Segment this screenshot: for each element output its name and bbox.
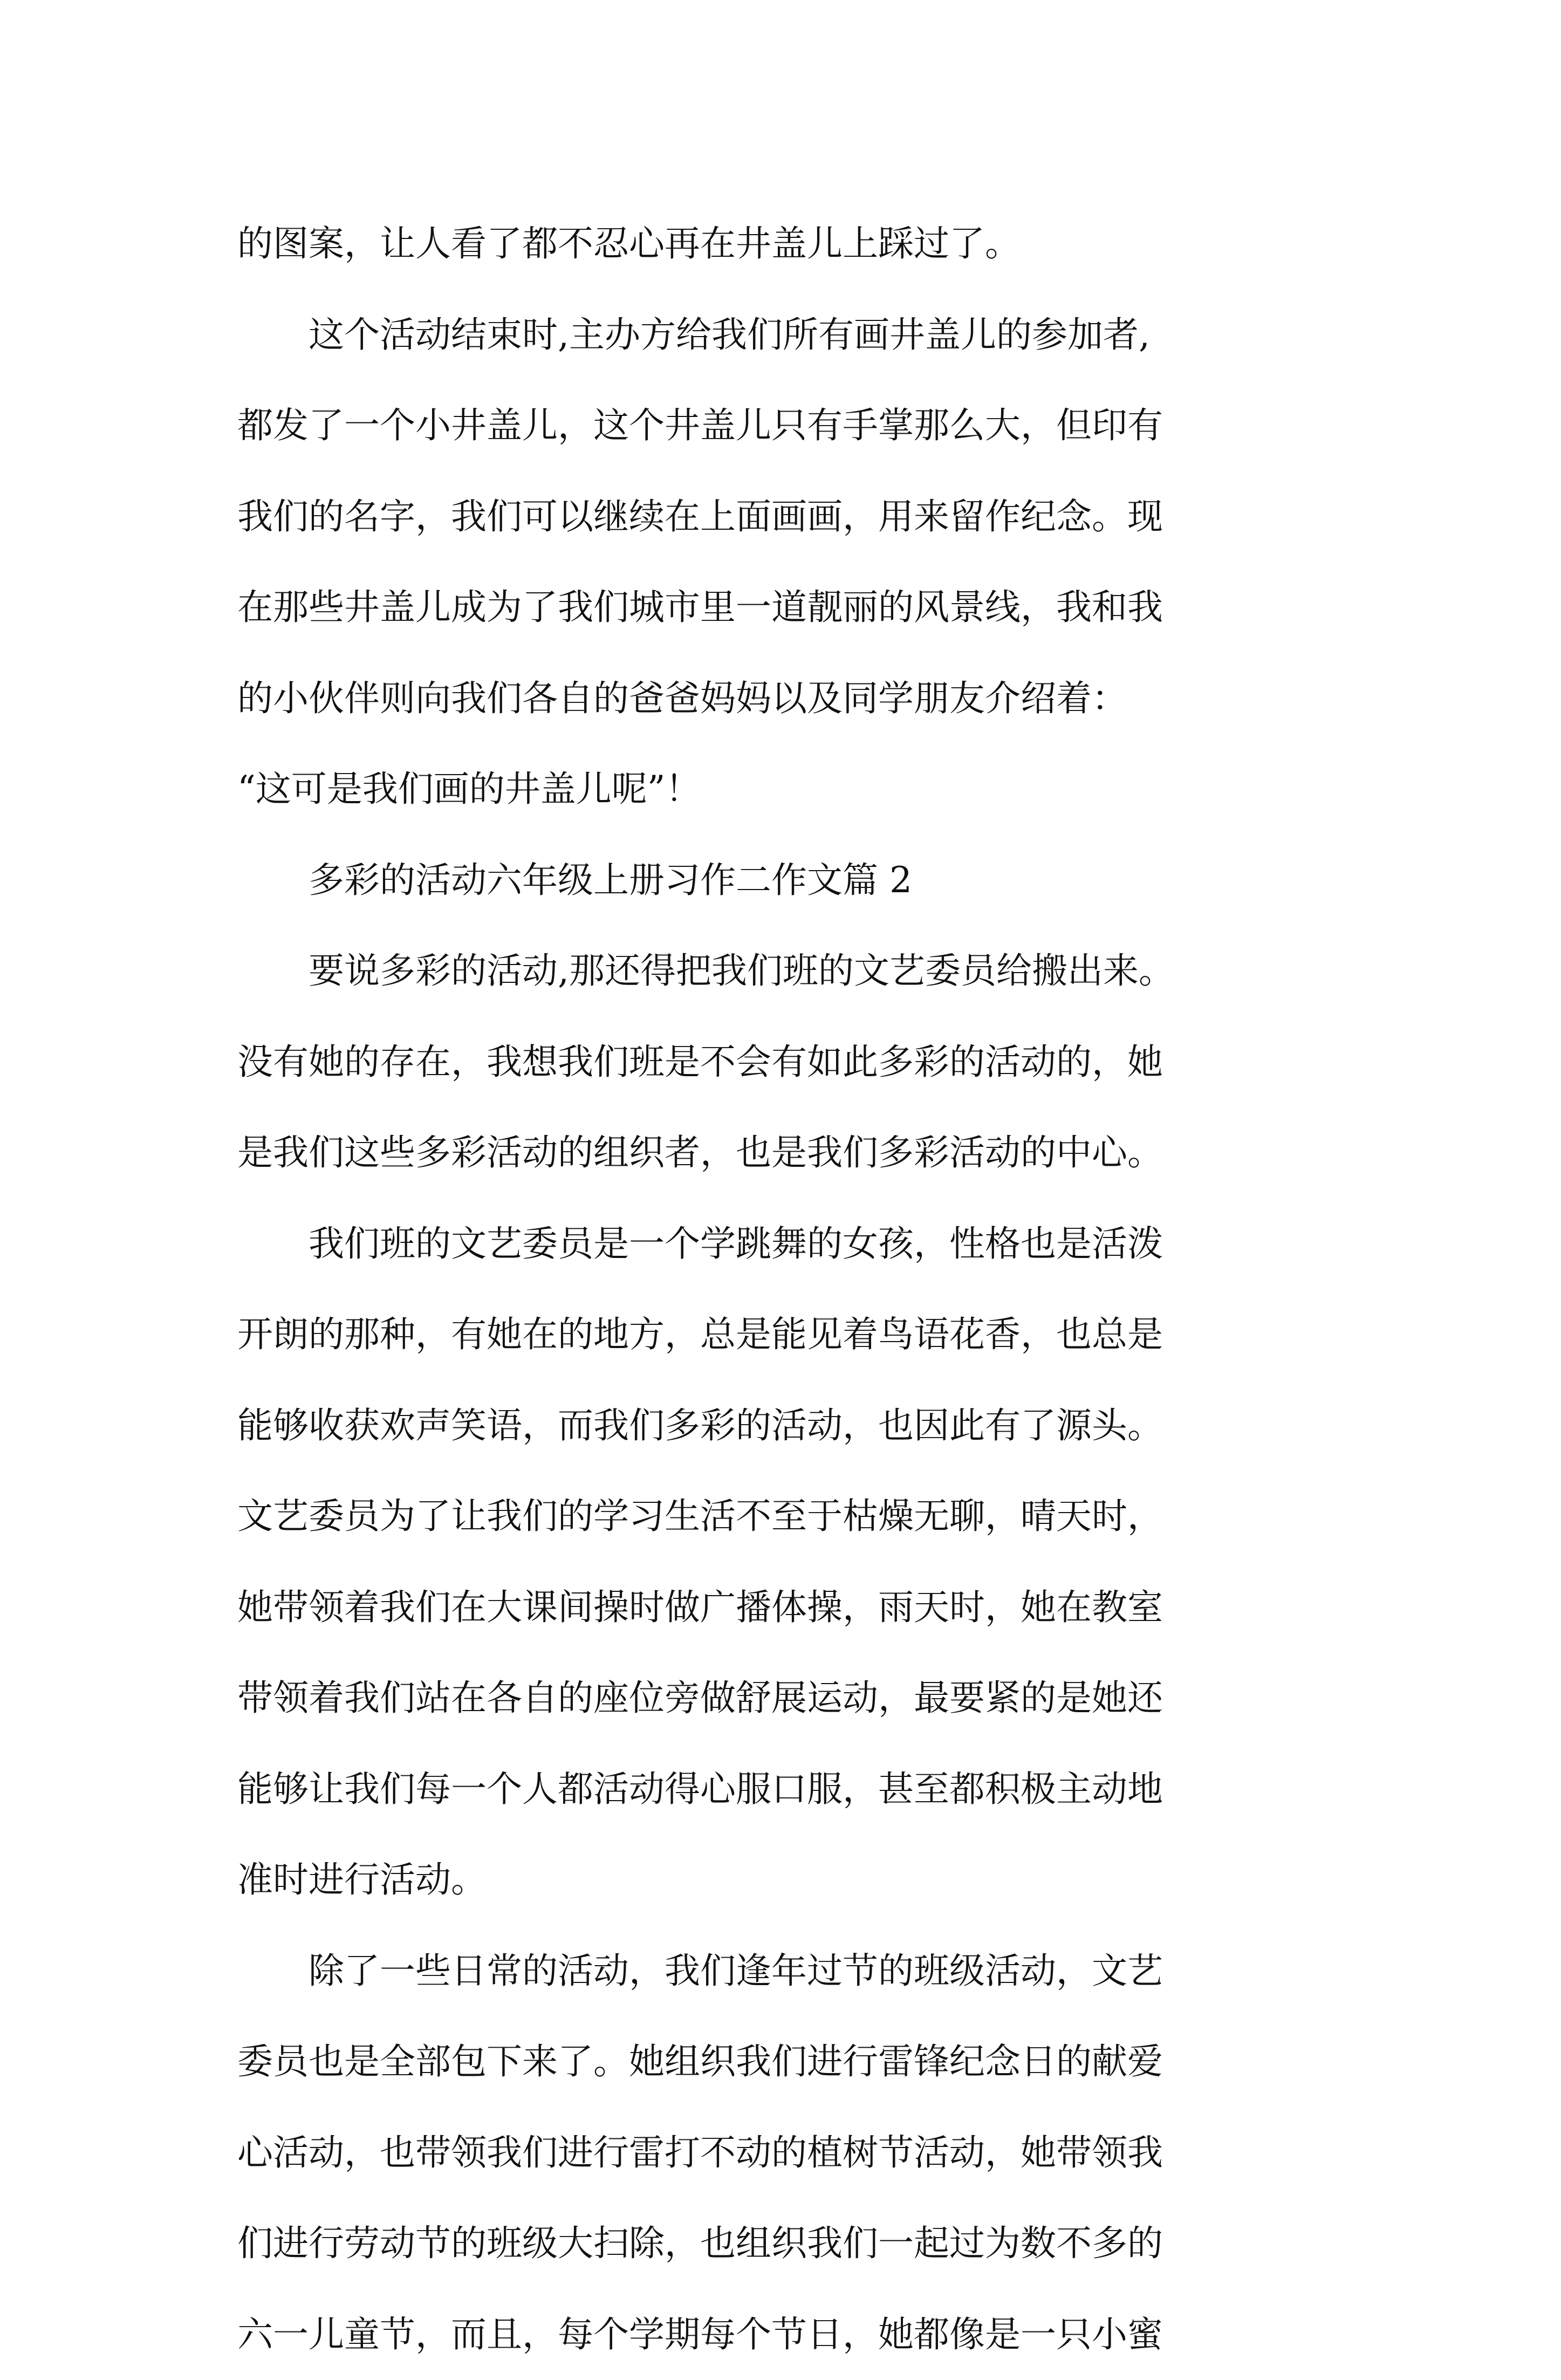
text-line: 这个活动结束时,主办方给我们所有画井盖儿的参加者, bbox=[237, 290, 1348, 381]
text-line: 文艺委员为了让我们的学习生活不至于枯燥无聊，晴天时， bbox=[237, 1471, 1348, 1562]
text-line: 带领着我们站在各自的座位旁做舒展运动，最要紧的是她还 bbox=[237, 1653, 1348, 1744]
text-line: 的小伙伴则向我们各自的爸爸妈妈以及同学朋友介绍着： bbox=[237, 653, 1348, 744]
text-line: 我们的名字，我们可以继续在上面画画，用来留作纪念。现 bbox=[237, 471, 1348, 563]
text-line: 们进行劳动节的班级大扫除，也组织我们一起过为数不多的 bbox=[237, 2198, 1348, 2289]
text-line: 要说多彩的活动,那还得把我们班的文艺委员给搬出来。 bbox=[237, 926, 1348, 1017]
text-line: 在那些井盖儿成为了我们城市里一道靓丽的风景线，我和我 bbox=[237, 562, 1348, 653]
text-line: “这可是我们画的井盖儿呢”！ bbox=[237, 744, 1348, 835]
text-line: 心活动，也带领我们进行雷打不动的植树节活动，她带领我 bbox=[237, 2108, 1348, 2199]
text-line: 除了一些日常的活动，我们逢年过节的班级活动，文艺 bbox=[237, 1926, 1348, 2017]
text-line: 她带领着我们在大课间操时做广播体操，雨天时，她在教室 bbox=[237, 1562, 1348, 1653]
text-line: 六一儿童节，而且，每个学期每个节日，她都像是一只小蜜 bbox=[237, 2289, 1348, 2380]
text-line: 是我们这些多彩活动的组织者，也是我们多彩活动的中心。 bbox=[237, 1107, 1348, 1199]
text-line: 没有她的存在，我想我们班是不会有如此多彩的活动的，她 bbox=[237, 1017, 1348, 1108]
text-line: 开朗的那种，有她在的地方，总是能见着鸟语花香，也总是 bbox=[237, 1289, 1348, 1380]
text-line: 的图案，让人看了都不忍心再在井盖儿上踩过了。 bbox=[237, 199, 1348, 290]
section-heading: 多彩的活动六年级上册习作二作文篇 2 bbox=[237, 835, 1348, 926]
text-line: 能够收获欢声笑语，而我们多彩的活动，也因此有了源头。 bbox=[237, 1380, 1348, 1472]
text-line: 都发了一个小井盖儿，这个井盖儿只有手掌那么大，但印有 bbox=[237, 380, 1348, 471]
text-line: 我们班的文艺委员是一个学跳舞的女孩，性格也是活泼 bbox=[237, 1199, 1348, 1290]
text-line: 准时进行活动。 bbox=[237, 1835, 1348, 1926]
text-line: 能够让我们每一个人都活动得心服口服，甚至都积极主动地 bbox=[237, 1744, 1348, 1835]
text-line: 委员也是全部包下来了。她组织我们进行雷锋纪念日的献爱 bbox=[237, 2016, 1348, 2108]
essay-body bbox=[237, 199, 1348, 2380]
